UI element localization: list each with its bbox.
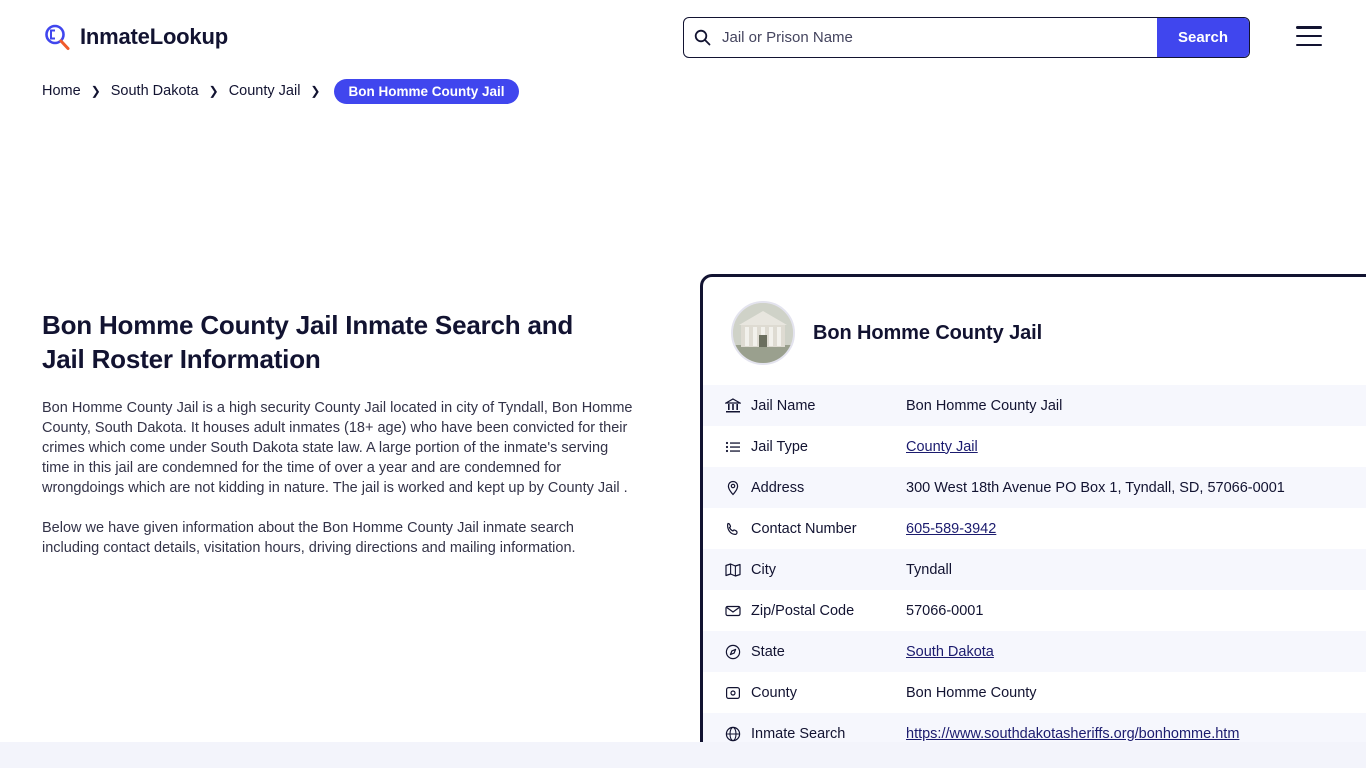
- row-value: Bon Homme County: [906, 684, 1037, 701]
- state-link[interactable]: South Dakota: [906, 643, 994, 660]
- row-label: Contact Number: [751, 520, 857, 537]
- phone-icon: [725, 521, 751, 537]
- chevron-right-icon: ❯: [310, 84, 321, 98]
- row-value: Bon Homme County Jail: [906, 397, 1063, 414]
- jail-info-card: [700, 274, 1366, 757]
- bank-icon: [725, 398, 751, 414]
- breadcrumb-item-state[interactable]: South Dakota: [110, 83, 199, 99]
- globe-icon: [725, 726, 751, 742]
- table-row: [703, 549, 1366, 590]
- site-header: [0, 0, 1366, 74]
- search-input[interactable]: [720, 18, 1157, 57]
- compass-icon: [725, 644, 751, 660]
- jail-card-title: Bon Homme County Jail: [813, 321, 1043, 344]
- search-button[interactable]: Search: [1157, 18, 1249, 57]
- hamburger-menu-icon[interactable]: [1296, 26, 1322, 46]
- table-row: [703, 631, 1366, 672]
- breadcrumb-item-type[interactable]: County Jail: [228, 83, 301, 99]
- table-row: [703, 467, 1366, 508]
- courthouse-photo: [731, 301, 795, 365]
- footer-strip: [0, 742, 1366, 768]
- row-label: Jail Name: [751, 397, 816, 414]
- article-column: [42, 308, 642, 578]
- chevron-right-icon: ❯: [90, 84, 101, 98]
- table-row: [703, 590, 1366, 631]
- search-bar[interactable]: [683, 17, 1250, 58]
- list-icon: [725, 439, 751, 455]
- main-content: [0, 108, 1366, 768]
- table-row: [703, 672, 1366, 713]
- table-row: [703, 385, 1366, 426]
- envelope-icon: [725, 603, 751, 619]
- breadcrumb-current: Bon Homme County Jail: [334, 79, 518, 104]
- row-label: Inmate Search: [751, 725, 846, 742]
- brand-name: InmateLookup: [80, 24, 228, 49]
- page-title: Bon Homme County Jail Inmate Search and Jail Roster Information: [42, 310, 574, 374]
- table-row: [703, 426, 1366, 467]
- table-row: [703, 508, 1366, 549]
- search-icon: [684, 29, 720, 46]
- row-value: Tyndall: [906, 561, 952, 578]
- row-value: 300 West 18th Avenue PO Box 1, Tyndall, SD, 57066-0001: [906, 479, 1285, 496]
- row-label: County: [751, 684, 797, 701]
- jail-type-link[interactable]: County Jail: [906, 438, 978, 455]
- pin-icon: [725, 480, 751, 496]
- row-label: City: [751, 561, 776, 578]
- row-value: 57066-0001: [906, 602, 984, 619]
- row-label: Jail Type: [751, 438, 808, 455]
- breadcrumb: [0, 74, 1366, 108]
- inmate-search-link[interactable]: https://www.southdakotasheriffs.org/bonhomme.htm: [906, 725, 1240, 742]
- county-icon: [725, 685, 751, 701]
- row-label: State: [751, 643, 785, 660]
- jail-card-header: [703, 277, 1366, 385]
- row-label: Zip/Postal Code: [751, 602, 855, 619]
- breadcrumb-item-home[interactable]: Home: [42, 83, 81, 99]
- magnifier-logo-icon: [42, 22, 72, 52]
- page-paragraph-2: Below we have given information about the Bon Homme County Jail inmate search including contact details, visitation hours, driving directions and mailing information.: [42, 520, 576, 556]
- row-label: Address: [751, 479, 805, 496]
- map-icon: [725, 562, 751, 578]
- chevron-right-icon: ❯: [208, 84, 219, 98]
- contact-number-link[interactable]: 605-589-3942: [906, 520, 997, 537]
- brand-logo[interactable]: [42, 22, 228, 52]
- page-paragraph-1: Bon Homme County Jail is a high security County Jail located in city of Tyndall, Bon Homme County, South Dakota. It houses adult inmates (18+ age) who have been convicted for their crimes which come under South Dakota state law. A large portion of the inmate's serving time in this jail are condemned for the time of over a year and are condemned for wrongdoings which are not kidding in nature. The jail is worked and kept up by County Jail .: [42, 400, 633, 496]
